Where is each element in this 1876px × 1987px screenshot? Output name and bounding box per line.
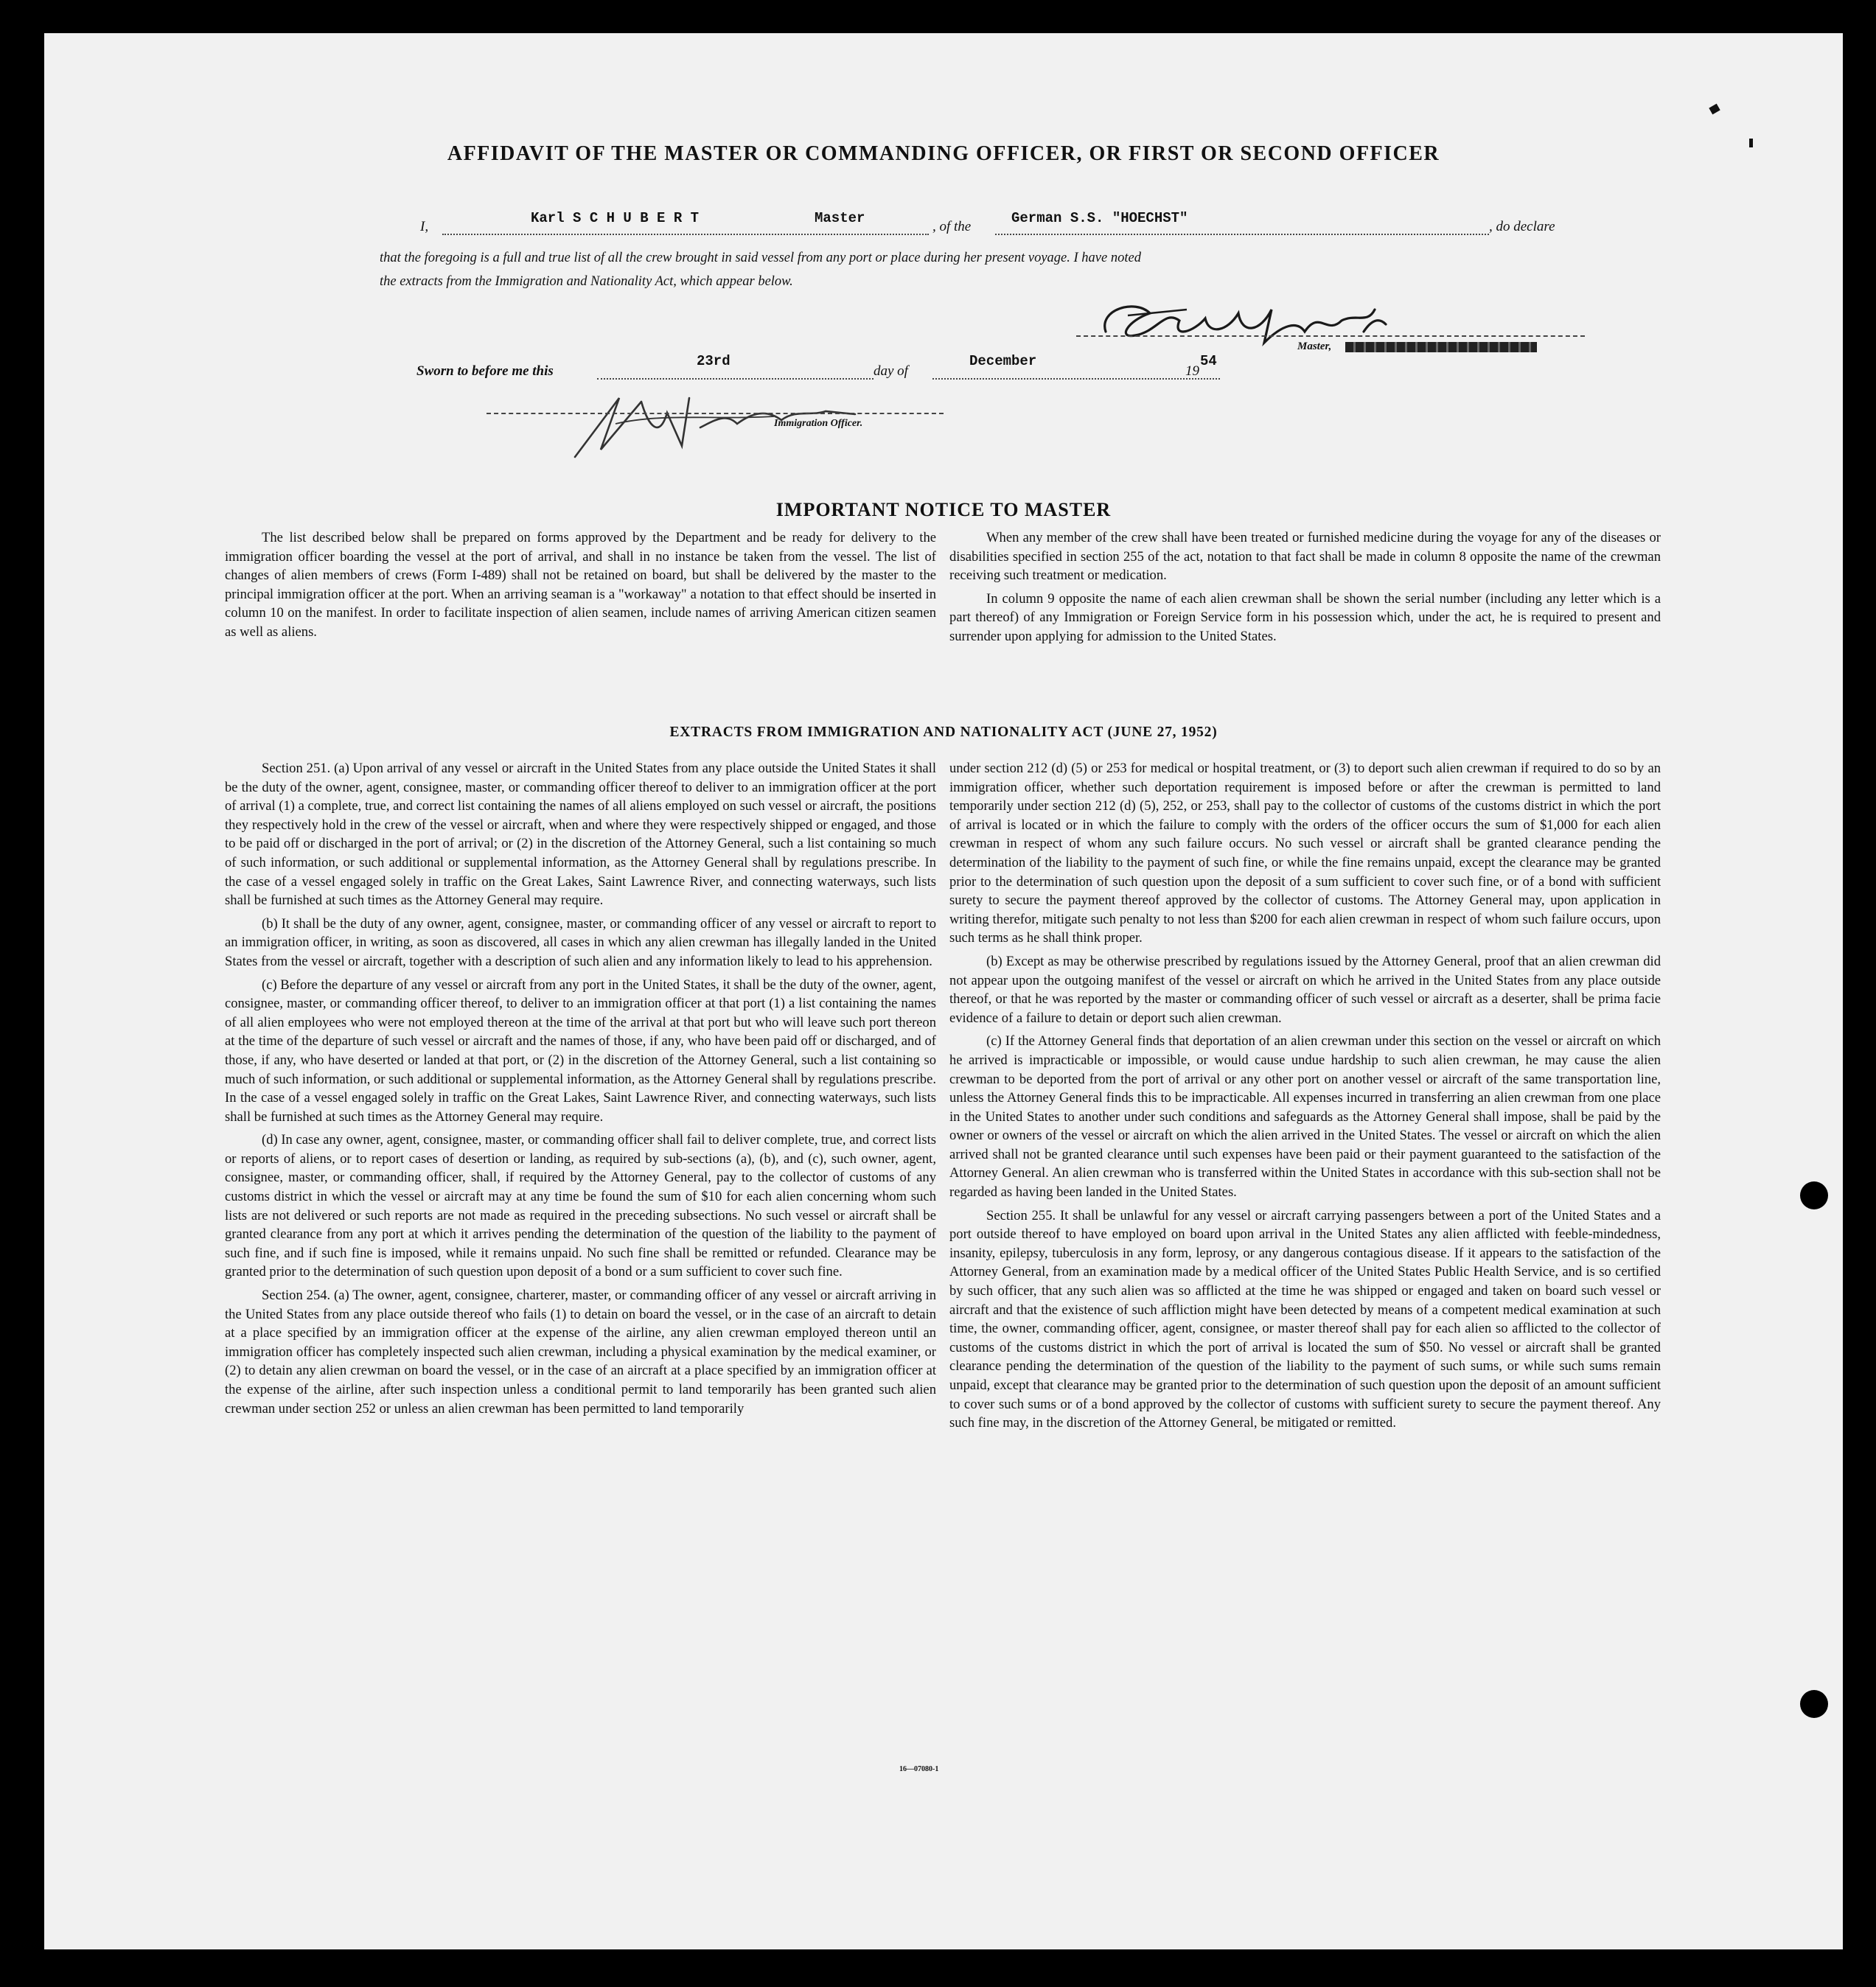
form-code: 16—07080-1 bbox=[899, 1765, 939, 1773]
extracts-heading: EXTRACTS FROM IMMIGRATION AND NATIONALITY ACT (JUNE 27, 1952) bbox=[669, 724, 1218, 740]
extracts-left-column bbox=[225, 759, 936, 1422]
master-signature-rule bbox=[1076, 335, 1585, 337]
sworn-month-rule bbox=[932, 378, 1220, 380]
sworn-day-value: 23rd bbox=[697, 353, 730, 369]
section-254-a-continued: under section 212 (d) (5) or 253 for medical or hospital treatment, or (3) to deport such alien crewman if required to do so by an immigration officer, whether such deportation requirement is imposed before or after the crewman is permitted to land temporarily under section 212 (d) (5), 252, or 253, shall pay to the collector of customs of the customs district in which the port of arrival is located or in which the failure to comply with the orders of the officer occurs the sum of $1,000 for each alien crewman in respect of whom any such failure occurs. No such vessel or aircraft shall be granted clearance pending the determination of the liability to the payment of such fine, or while the fine remains unpaid, except the clearance may be granted prior to the determination of such question upon the deposit of a sum sufficient to cover such fine, or of a bond with sufficient surety to secure the payment thereof approved by the collector of customs. The Attorney General may, upon application in writing therefor, mitigate such penalty to not less than $200 for each alien crewman in respect of whom such failure occurs, upon such terms as he shall think proper. bbox=[949, 761, 1661, 946]
i-label: I, bbox=[420, 219, 429, 234]
do-declare-label: , do declare bbox=[1489, 219, 1555, 234]
notice-right-column bbox=[949, 528, 1661, 651]
notice-right-paragraph-1: When any member of the crew shall have been treated or furnished medicine during the voyage for any of the diseases or disabilities specified in section 255 of the act, notation to that fact shall be made in column 8 opposite the name of the crewman receiving such treatment or medication. bbox=[949, 530, 1661, 584]
day-of-label: day of bbox=[874, 363, 908, 379]
section-254-a: Section 254. (a) The owner, agent, consignee, charterer, master, or commanding officer of any vessel or aircraft arriving in the United States from any place outside thereof who fails (1) to detain on board the vessel, or in the case of an aircraft to detain at a place specified by an immigration officer at the expense of the airline, any alien crewman employed thereon until an immigration officer has completely inspected such alien crewman, including a physical examination by the medical examiner, or (2) to detain any alien crewman on board the vessel, or in the case of an aircraft at a place specified by an immigration officer at the expense of the airline, after such inspection unless a conditional permit to land temporarily has been granted such alien crewman under section 252 or unless an alien crewman has been permitted to land temporarily bbox=[225, 1288, 936, 1417]
ink-speck bbox=[1709, 104, 1720, 115]
vessel-name-value: German S.S. "HOECHST" bbox=[1011, 210, 1188, 226]
section-255: Section 255. It shall be unlawful for any vessel or aircraft carrying passengers between a port of the United States and a port outside thereof to have employed on board upon arrival in the United States any alien afflicted with feeble-mindedness, insanity, epilepsy, tuberculosis in any form, leprosy, or any dangerous contagious disease. If it appears to the satisfaction of the Attorney General, from an examination made by a medical officer of the United States Public Health Service, and is so certified by such officer, that any such alien was so afflicted at the time he was shipped or engaged and taken on board such vessel or aircraft and that the existence of such affliction might have been detected by means of a competent medical examination at such time, the owner, commanding officer, agent, consignee, or master thereof shall pay for each alien so afflicted to the collector of customs of the customs district in which the port of arrival is located the sum of $50. No vessel or aircraft shall be granted clearance pending the determination of the question of the liability to the payment of such sums, or while such sums remain unpaid, except that clearance may be granted prior to the determination of such question upon the deposit of an amount sufficient to cover such sums or of a bond approved by the collector of customs with sufficient surety to secure the payment thereof. Any such fine may, in the discretion of the Attorney General, be mitigated or remitted. bbox=[949, 1207, 1661, 1431]
name-rule bbox=[442, 234, 929, 235]
declaration-line-1: that the foregoing is a full and true list of all the crew brought in said vessel from any port or place during her present voyage. I have noted bbox=[380, 251, 1141, 265]
declaration-line-2: the extracts from the Immigration and Nationality Act, which appear below. bbox=[380, 274, 793, 289]
punch-hole-lower bbox=[1800, 1690, 1828, 1718]
affidavit-title: AFFIDAVIT OF THE MASTER OR COMMANDING OFFICER, OR FIRST OR SECOND OFFICER bbox=[447, 142, 1440, 165]
immigration-officer-signature bbox=[531, 369, 944, 468]
section-251-b: (b) It shall be the duty of any owner, agent, consignee, master, or commanding officer of any vessel or aircraft to report to an immigration officer, in writing, as soon as discovered, all cases in which any alien crewman has illegally landed in the United States from the vessel or aircraft, together with a description of such alien and any information likely to lead to his apprehension. bbox=[225, 915, 936, 969]
struck-out-text bbox=[1345, 342, 1537, 352]
vessel-rule bbox=[995, 234, 1489, 235]
punch-hole-upper bbox=[1800, 1181, 1828, 1209]
document-page bbox=[44, 33, 1843, 1949]
notice-heading: IMPORTANT NOTICE TO MASTER bbox=[775, 499, 1112, 520]
section-254-c: (c) If the Attorney General finds that deportation of an alien crewman under this section on the vessel or aircraft on which he arrived is impracticable or impossible, or would cause undue hardship to such alien crewman, he may cause the alien crewman to be deported from the port of arrival or any other port on another vessel or aircraft of the same transportation line, unless the Attorney General finds this to be impracticable. All expenses incurred in transferring an alien crewman from one place in the United States to another under such conditions and safeguards as the Attorney General shall impose, shall be paid by the owner or owners of the vessel or aircraft on which the alien arrived in the United States. The vessel or aircraft on which the alien arrived shall not be granted clearance until such expenses have been paid or their payment guaranteed to the satisfaction of the Attorney General. An alien crewman who is transferred within the United States in accordance with this sub-section shall not be regarded as having been landed in the United States. bbox=[949, 1033, 1661, 1201]
section-251-c: (c) Before the departure of any vessel or aircraft from any port in the United States, it shall be the duty of the owner, agent, consignee, master, or commanding officer thereof, to deliver to an immigration officer at that port (1) a list containing the names of all alien employees who were not employed thereon at the time of the arrival at that port but who will leave such port thereon at the time of the departure of such vessel or aircraft and the names of those, if any, who have been paid off or discharged, and of those, if any, who have deserted or landed at that port, or (2) in the discretion of the Attorney General, such a list containing so much of such information, or such additional or supplemental information, as the Attorney General shall by regulations prescribe. In the case of a vessel engaged solely in traffic on the Great Lakes, Saint Lawrence River, and connecting waterways, such lists shall be furnished at such times as the Attorney General may require. bbox=[225, 977, 936, 1125]
notice-right-paragraph-2: In column 9 opposite the name of each alien crewman shall be shown the serial number (including any letter which is a part thereof) of any Immigration or Foreign Service form in his possession which, under the act, he is required to present and surrender upon applying for admission to the United States. bbox=[949, 590, 1661, 644]
of-the-label: , of the bbox=[932, 219, 972, 234]
sworn-month-value: December bbox=[969, 353, 1037, 369]
notice-left-paragraph: The list described below shall be prepared on forms approved by the Department and be ready for delivery to the immigration officer boarding the vessel at the port of arrival, and shall in no instance be taken from the vessel. The list of changes of alien members of crews (Form I-489) shall not be retained on board, but shall be delivered by the master to the principal immigration officer at the port. When an arriving seaman is a "workaway" a notation to that effect should be inserted in column 10 on the manifest. In order to facilitate inspection of alien seamen, include names of arriving American citizen seamen as well as aliens. bbox=[225, 530, 936, 640]
notice-left-column bbox=[225, 528, 936, 646]
sworn-label: Sworn to before me this bbox=[416, 363, 554, 379]
sworn-year-value: 54 bbox=[1200, 353, 1217, 369]
section-251-d: (d) In case any owner, agent, consignee, master, or commanding officer shall fail to deliver complete, true, and correct lists or reports of aliens, or to report cases of desertion or landing, as required by sub-sections (a), (b), and (c), such owner, agent, consignee, master, or commanding officer, shall, if required by the Attorney General, pay to the collector of customs of any customs district in which the vessel or aircraft may at any time be found the sum of $10 for each alien concerning whom such lists are not delivered or such reports are not made as required in the preceding subsections. No such vessel or aircraft shall be granted clearance from any port at which it arrives pending the determination of the question of the liability to the payment of such fine, and if such fine is imposed, while it remains unpaid. No such fine shall be remitted or refunded. Clearance may be granted prior to the determination of such question upon deposit of a bond or a sum sufficient to cover such fine. bbox=[225, 1132, 936, 1280]
master-name-value: Karl S C H U B E R T bbox=[531, 210, 700, 226]
officer-signature-rule bbox=[487, 413, 944, 414]
section-251-a: Section 251. (a) Upon arrival of any vessel or aircraft in the United States from any place outside the United States it shall be the duty of the owner, agent, consignee, master, or commanding officer thereof to deliver to an immigration officer at the port of arrival (1) a complete, true, and correct list containing the names of all aliens employed on such vessel or aircraft, the positions they respectively hold in the crew of the vessel or aircraft, when and where they were respectively shipped or engaged, and those to be paid off or discharged in the port of arrival; or (2) in the discretion of the Attorney General, such a list containing so much of such information, or such additional or supplemental information, as the Attorney General shall by regulations prescribe. In the case of a vessel engaged solely in traffic on the Great Lakes, Saint Lawrence River, and connecting waterways, such lists shall be furnished at such times as the Attorney General may require. bbox=[225, 761, 937, 909]
extracts-right-column bbox=[949, 759, 1661, 1437]
master-caption: Master, bbox=[1297, 341, 1332, 352]
ink-speck bbox=[1749, 139, 1753, 147]
year-prefix: 19 bbox=[1185, 363, 1199, 379]
master-rank-value: Master bbox=[815, 210, 865, 226]
section-254-b: (b) Except as may be otherwise prescribed by regulations issued by the Attorney General, proof that an alien crewman did not appear upon the outgoing manifest of the vessel or aircraft on which he arrived in the United States from any place outside thereof, or that he was reported by the master or commanding officer of such vessel or aircraft as a deserter, shall be prima facie evidence of a failure to detain or deport such alien crewman. bbox=[949, 953, 1661, 1026]
officer-caption: Immigration Officer. bbox=[774, 418, 863, 429]
